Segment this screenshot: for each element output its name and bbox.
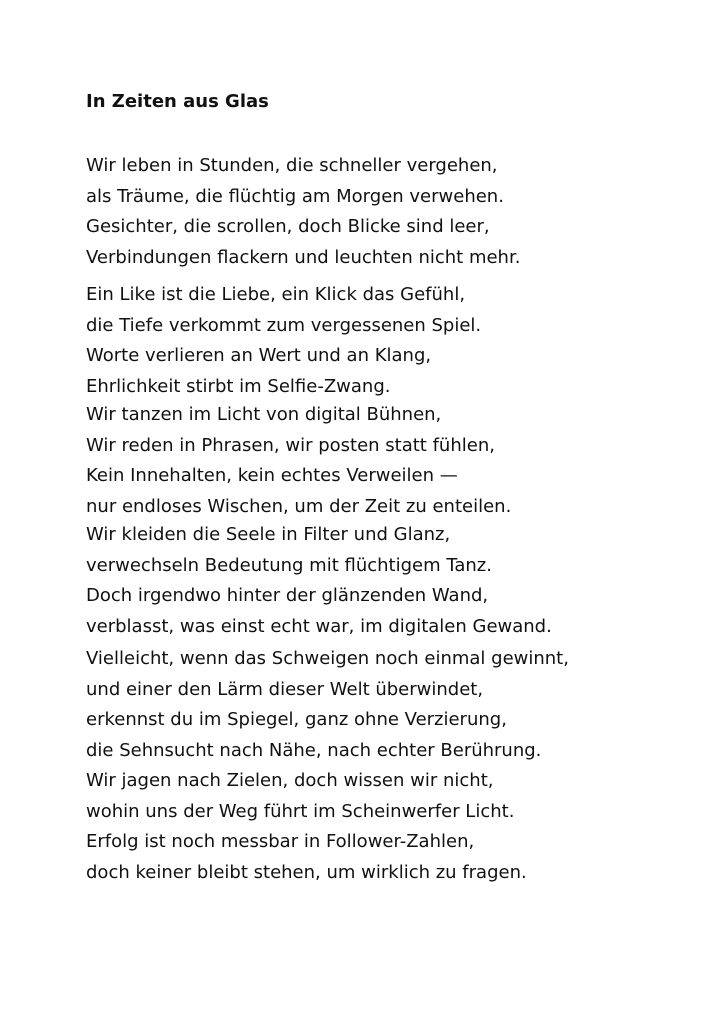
poem-line: doch keiner bleibt stehen, um wirklich zu fragen. (86, 861, 527, 883)
poem-line: die Sehnsucht nach Nähe, nach echter Berührung. (86, 739, 542, 761)
poem-line: Wir reden in Phrasen, wir posten statt fühlen, (86, 434, 495, 456)
poem-line: erkennst du im Spiegel, ganz ohne Verzierung, (86, 709, 507, 731)
poem-line: die Tiefe verkommt zum vergessenen Spiel. (86, 314, 482, 336)
poem-line: Wir jagen nach Zielen, doch wissen wir nicht, (86, 770, 494, 791)
stanza-4 (86, 520, 686, 642)
poem-title: In Zeiten aus Glas (86, 91, 269, 112)
poem-line: Worte verlieren an Wert und an Klang, (86, 345, 432, 367)
poem-line: Vielleicht, wenn das Schweigen noch einmal gewinnt, (86, 648, 569, 669)
poem-line: Doch irgendwo hinter der glänzenden Wand, (86, 585, 489, 607)
poem-line: Wir kleiden die Seele in Filter und Glanz, (86, 524, 451, 545)
stanza-1 (86, 151, 686, 273)
poem-line: verwechseln Bedeutung mit flüchtigem Tanz. (86, 554, 492, 576)
poem-line: nur endloses Wischen, um der Zeit zu enteilen. (86, 495, 512, 517)
stanza-6 (86, 766, 686, 888)
poem-line: Wir leben in Stunden, die schneller vergehen, (86, 155, 498, 176)
poem-line: Ehrlichkeit stirbt im Selfie-Zwang. (86, 375, 391, 397)
poem-line: Wir tanzen im Licht von digital Bühnen, (86, 404, 442, 425)
poem-line: Ein Like ist die Liebe, ein Klick das Gefühl, (86, 284, 466, 305)
poem-line: Gesichter, die scrollen, doch Blicke sind leer, (86, 216, 490, 238)
poem-line: Verbindungen flackern und leuchten nicht mehr. (86, 246, 521, 268)
poem-line: als Träume, die flüchtig am Morgen verwehen. (86, 185, 504, 207)
stanza-3 (86, 400, 686, 522)
poem-line: Erfolg ist noch messbar in Follower-Zahlen, (86, 831, 475, 853)
poem-line: verblasst, was einst echt war, im digitalen Gewand. (86, 615, 552, 637)
poem-line: wohin uns der Weg führt im Scheinwerfer Licht. (86, 800, 515, 822)
poem-line: Kein Innehalten, kein echtes Verweilen — (86, 465, 458, 487)
poem-line: und einer den Lärm dieser Welt überwindet, (86, 678, 484, 700)
stanza-2 (86, 280, 686, 402)
stanza-5 (86, 644, 686, 766)
